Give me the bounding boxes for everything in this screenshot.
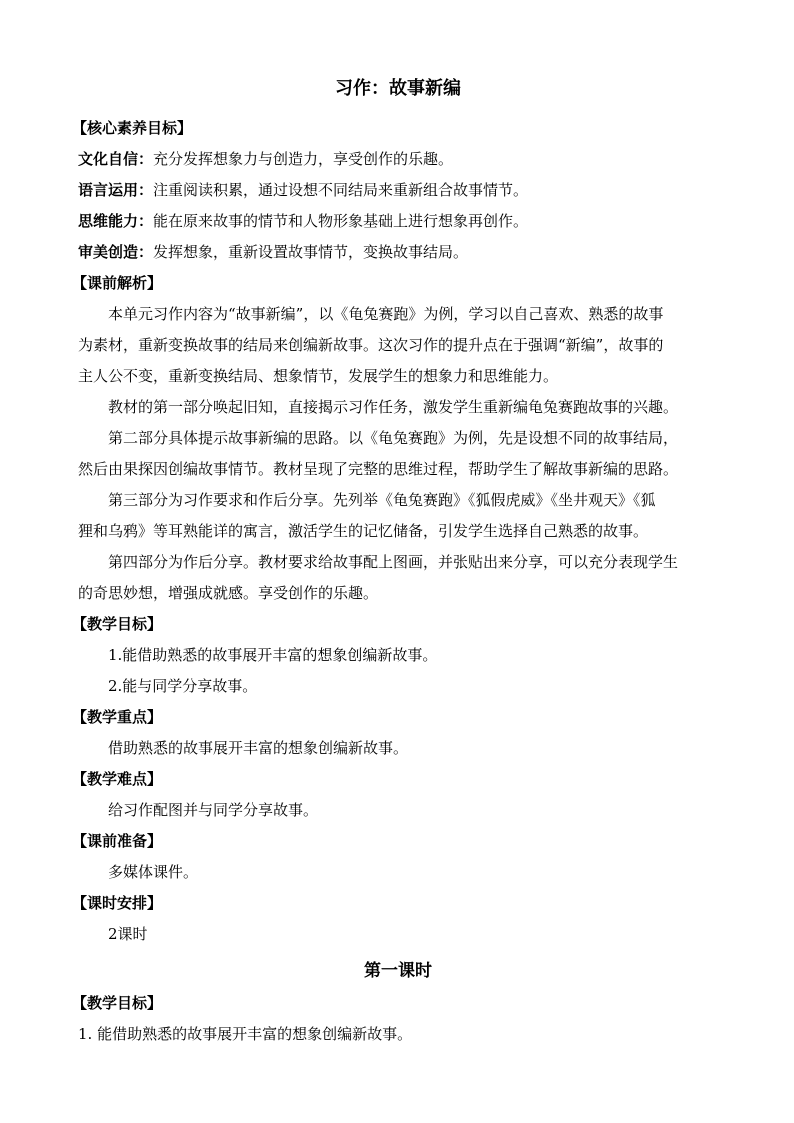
key-points-text: 借助熟悉的故事展开丰富的想象创编新故事。 [108, 739, 409, 757]
core-goal-item [78, 175, 718, 206]
teaching-goals-heading: 【教学目标】 [72, 615, 163, 633]
first-lesson-goal-item: 1. 能借助熟悉的故事展开丰富的想象创编新故事。 [78, 1025, 413, 1043]
difficult-points-text: 给习作配图并与同学分享故事。 [108, 801, 319, 819]
analysis-line: 本单元习作内容为“故事新编”，以《龟兔赛跑》为例，学习以自己喜欢、熟悉的故事 [108, 305, 664, 323]
analysis-line: 狸和乌鸦》等耳熟能详的寓言，激活学生的记忆储备，引发学生选择自己熟悉的故事。 [78, 522, 649, 540]
schedule-heading: 【课时安排】 [72, 894, 163, 912]
core-goal-item [78, 144, 718, 175]
core-goal-item [78, 237, 718, 268]
core-goal-text: 充分发挥想象力与创造力，享受创作的乐趣。 [153, 150, 454, 168]
analysis-line: 主人公不变，重新变换结局、想象情节，发展学生的想象力和思维能力。 [78, 367, 559, 385]
core-goals-heading: 【核心素养目标】 [72, 119, 193, 137]
analysis-heading: 【课前解析】 [72, 274, 163, 292]
analysis-line: 第四部分为作后分享。教材要求给故事配上图画，并张贴出来分享，可以充分表现学生 [108, 553, 679, 571]
teaching-goal-item: 1.能借助熟悉的故事展开丰富的想象创编新故事。 [108, 646, 438, 664]
key-points-heading: 【教学重点】 [72, 708, 163, 726]
document-title: 习作：故事新编 [335, 78, 461, 99]
preparation-text: 多媒体课件。 [108, 863, 199, 881]
analysis-line: 第三部分为习作要求和作后分享。先列举《龟兔赛跑》《狐假虎威》《坐井观天》《狐 [108, 491, 656, 509]
core-goal-text: 发挥想象，重新设置故事情节，变换故事结局。 [153, 243, 469, 261]
analysis-line: 教材的第一部分唤起旧知，直接揭示习作任务，激发学生重新编龟兔赛跑故事的兴趣。 [108, 398, 679, 416]
analysis-line: 的奇思妙想，增强成就感。享受创作的乐趣。 [78, 584, 379, 602]
first-lesson-goals-heading: 【教学目标】 [72, 994, 163, 1012]
core-goal-label: 文化自信： [78, 150, 154, 168]
core-goal-label: 语言运用： [78, 181, 154, 199]
analysis-line: 然后由果探因创编故事情节。教材呈现了完整的思维过程，帮助学生了解故事新编的思路。 [78, 460, 679, 478]
teaching-goal-item: 2.能与同学分享故事。 [108, 677, 258, 695]
core-goal-item [78, 206, 718, 237]
schedule-text: 2课时 [108, 925, 148, 943]
difficult-points-heading: 【教学难点】 [72, 770, 163, 788]
core-goal-label: 审美创造： [78, 243, 154, 261]
core-goal-label: 思维能力： [78, 212, 154, 230]
analysis-line: 第二部分具体提示故事新编的思路。以《龟兔赛跑》为例，先是设想不同的故事结局， [108, 429, 679, 447]
first-lesson-title: 第一课时 [364, 961, 432, 981]
core-goal-text: 能在原来故事的情节和人物形象基础上进行想象再创作。 [153, 212, 529, 230]
core-goal-text: 注重阅读积累，通过设想不同结局来重新组合故事情节。 [153, 181, 529, 199]
analysis-line: 为素材，重新变换故事的结局来创编新故事。这次习作的提升点在于强调“新编”，故事的 [78, 336, 664, 354]
preparation-heading: 【课前准备】 [72, 832, 163, 850]
